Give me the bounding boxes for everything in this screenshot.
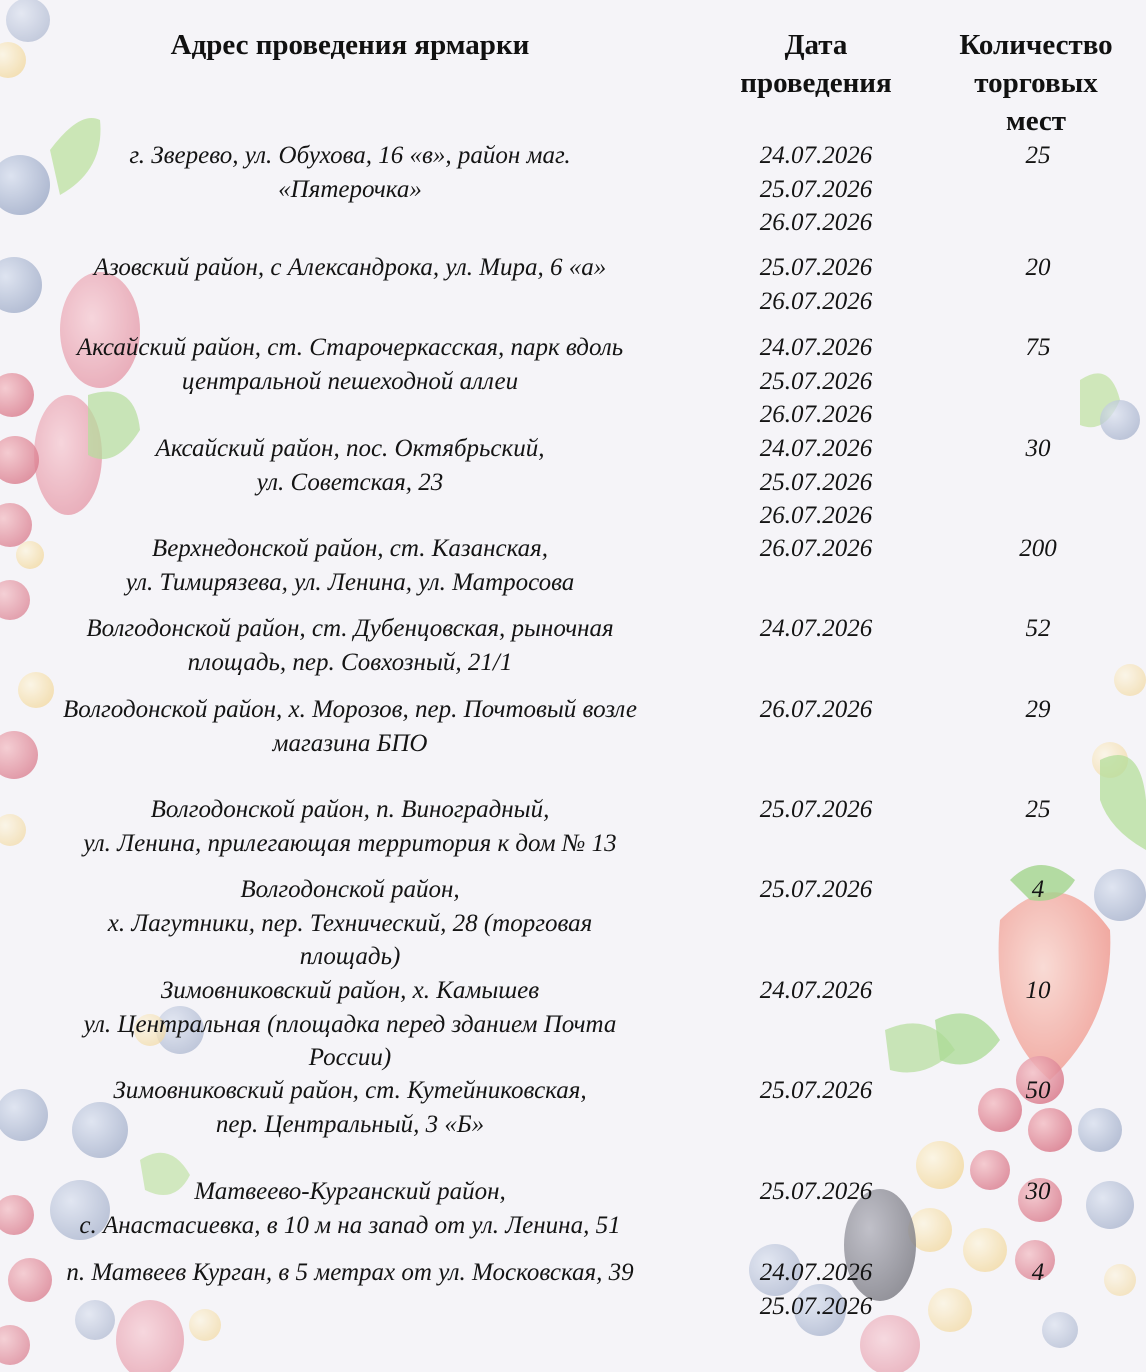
trading-places-count: 30 — [1025, 1178, 1051, 1205]
address-line: площадь, пер. Совхозный, 21/1 — [187, 648, 513, 676]
fair-date: 24.07.2026 — [759, 1259, 873, 1286]
fair-dates — [720, 139, 912, 240]
address-line: Волгодонской район, п. Виноградный, — [150, 796, 550, 823]
fair-dates — [720, 1175, 912, 1209]
fair-address — [0, 251, 700, 285]
address-line: ул. Тимирязева, ул. Ленина, ул. Матросова — [125, 568, 575, 596]
fair-address — [0, 532, 700, 599]
fair-date: 24.07.2026 — [759, 977, 873, 1004]
address-line: Верхнедонской район, ст. Казанская, — [151, 535, 549, 562]
fair-address — [0, 139, 700, 206]
address-line: Аксайский район, ст. Старочеркасская, парк вдоль — [76, 334, 624, 361]
fair-date: 25.07.2026 — [759, 468, 873, 496]
address-line: Азовский район, с Александрока, ул. Мира, 6 «а» — [93, 254, 607, 281]
fair-date: 26.07.2026 — [759, 401, 873, 429]
trading-places-count: 25 — [1025, 796, 1051, 823]
fair-date: 24.07.2026 — [759, 435, 873, 462]
trading-places-count: 25 — [1025, 142, 1051, 169]
fair-address — [0, 1256, 700, 1290]
address-line: магазина БПО — [272, 729, 428, 757]
header-date-line: Дата — [784, 29, 848, 61]
trading-places-count: 20 — [1025, 254, 1051, 281]
address-line: площадь) — [299, 943, 401, 971]
fair-date: 26.07.2026 — [759, 502, 873, 530]
address-line: ул. Ленина, прилегающая территория к дом № 13 — [83, 829, 617, 857]
fair-dates — [720, 251, 912, 318]
fair-dates — [720, 873, 912, 907]
fair-dates — [720, 532, 912, 566]
address-line: России) — [308, 1044, 392, 1072]
fair-dates — [720, 432, 912, 533]
fair-date: 26.07.2026 — [759, 209, 873, 237]
address-line: пер. Центральный, 3 «Б» — [215, 1110, 485, 1138]
header-count-line: Количество — [959, 29, 1113, 61]
address-line: г. Зверево, ул. Обухова, 16 «в», район маг. — [129, 142, 571, 169]
header-count-line: мест — [1005, 105, 1067, 137]
fair-dates — [720, 793, 912, 827]
trading-places-count: 50 — [1025, 1077, 1051, 1104]
trading-places-count: 200 — [1019, 535, 1057, 562]
fair-dates — [720, 612, 912, 646]
fair-address — [0, 873, 700, 974]
header-address: Адрес проведения ярмарки — [170, 29, 530, 61]
fair-dates — [720, 974, 912, 1008]
fair-dates — [720, 331, 912, 432]
address-line: с. Анастасиевка, в 10 м на запад от ул. Ленина, 51 — [79, 1211, 621, 1239]
address-line: центральной пешеходной аллеи — [181, 367, 519, 395]
fair-address — [0, 612, 700, 679]
address-line: Волгодонской район, — [240, 876, 460, 903]
fair-date: 26.07.2026 — [759, 287, 873, 315]
address-line: Матвеево-Курганский район, — [194, 1178, 506, 1205]
fair-dates — [720, 693, 912, 727]
fair-address — [0, 1175, 700, 1242]
fair-date: 25.07.2026 — [759, 1178, 873, 1205]
address-line: х. Лагутники, пер. Технический, 28 (торговая — [107, 909, 593, 937]
header-count — [930, 26, 1142, 140]
address-line: Волгодонской район, ст. Дубенцовская, рыночная — [86, 615, 614, 642]
fair-date: 25.07.2026 — [759, 175, 873, 203]
address-line: Зимовниковский район, ст. Кутейниковская, — [113, 1077, 587, 1104]
fair-date: 26.07.2026 — [759, 696, 873, 723]
fair-address — [0, 974, 700, 1075]
trading-places-count: 4 — [1031, 1259, 1045, 1286]
address-line: Аксайский район, пос. Октябрьский, — [155, 435, 545, 462]
trading-places-count: 30 — [1025, 435, 1051, 462]
header-date-line: проведения — [740, 67, 892, 99]
fair-date: 25.07.2026 — [759, 1077, 873, 1104]
trading-places-count: 29 — [1025, 696, 1051, 723]
fair-address — [0, 331, 700, 398]
address-line: ул. Центральная (площадка перед зданием Почта — [83, 1010, 617, 1038]
fair-date: 26.07.2026 — [759, 535, 873, 562]
fair-address — [0, 432, 700, 499]
fair-date: 24.07.2026 — [759, 334, 873, 361]
fair-address — [0, 693, 700, 760]
address-line: п. Матвеев Курган, в 5 метрах от ул. Московская, 39 — [66, 1259, 634, 1286]
header-count-line: торговых — [974, 67, 1098, 99]
address-line: Волгодонской район, х. Морозов, пер. Почтовый возле — [63, 696, 637, 723]
fair-date: 25.07.2026 — [759, 1292, 873, 1320]
trading-places-count: 52 — [1025, 615, 1051, 642]
fair-date: 25.07.2026 — [759, 796, 873, 823]
trading-places-count: 75 — [1025, 334, 1051, 361]
trading-places-count: 4 — [1031, 876, 1045, 903]
address-line: «Пятерочка» — [278, 175, 422, 203]
fair-date: 24.07.2026 — [759, 142, 873, 169]
trading-places-count: 10 — [1025, 977, 1051, 1004]
fair-date: 25.07.2026 — [759, 367, 873, 395]
fair-address — [0, 1074, 700, 1141]
fair-dates — [720, 1256, 912, 1323]
fair-date: 25.07.2026 — [759, 254, 873, 281]
address-line: Зимовниковский район, х. Камышев — [160, 977, 540, 1004]
header-date — [718, 26, 914, 102]
fair-date: 25.07.2026 — [759, 876, 873, 903]
fair-dates — [720, 1074, 912, 1108]
fair-date: 24.07.2026 — [759, 615, 873, 642]
address-line: ул. Советская, 23 — [256, 468, 444, 496]
fair-address — [0, 793, 700, 860]
